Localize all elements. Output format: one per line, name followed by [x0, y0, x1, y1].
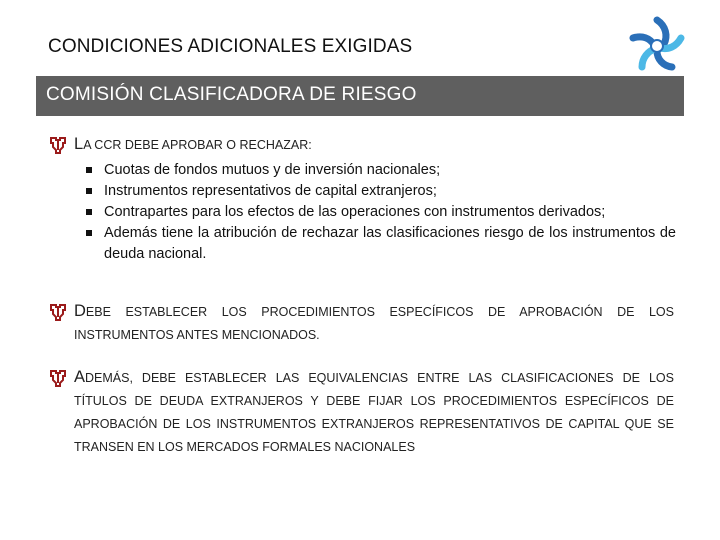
banner	[36, 76, 684, 116]
section-equivalences	[48, 366, 674, 459]
list-item: Además tiene la atribución de rechazar las clasificaciones riesgo de los instrumentos de deuda nacional.	[84, 223, 676, 265]
list-item: Contrapartes para los efectos de las operaciones con instrumentos derivados;	[84, 202, 676, 223]
list-item: Cuotas de fondos mutuos y de inversión nacionales;	[84, 160, 676, 181]
section-text: DEBE ESTABLECER LOS PROCEDIMIENTOS ESPECÍFICOS DE APROBACIÓN DE LOS INSTRUMENTOS ANTES MENCIONADOS.	[74, 302, 674, 342]
square-bullet-icon	[86, 209, 92, 215]
list-item: Instrumentos representativos de capital extranjeros;	[84, 181, 676, 202]
cross-bullet-icon	[48, 302, 68, 322]
banner-text: COMISIÓN CLASIFICADORA DE RIESGO	[46, 84, 417, 105]
section-procedures	[48, 300, 674, 347]
section-text: LA CCR DEBE APROBAR O RECHAZAR:	[74, 135, 312, 153]
square-bullet-icon	[86, 188, 92, 194]
bullet-list	[84, 160, 676, 265]
cross-bullet-icon	[48, 368, 68, 388]
section-text: ADEMÁS, DEBE ESTABLECER LAS EQUIVALENCIAS ENTRE LAS CLASIFICACIONES DE LOS TÍTULOS DE DEUDA EXTRANJEROS Y DEBE FIJAR LOS PROCEDIMIENTOS ESPECÍFICOS DE APROBACIÓN DE LOS INSTRUMENTOS EXTRANJEROS REPRESENTATIVOS DE CAPITAL QUE SE TRANSEN EN LOS MERCADOS FORMALES NACIONALES	[74, 368, 674, 454]
slide-title: CONDICIONES ADICIONALES EXIGIDAS	[48, 36, 413, 57]
square-bullet-icon	[86, 230, 92, 236]
square-bullet-icon	[86, 167, 92, 173]
hands-star-logo-icon	[626, 14, 688, 76]
section-ccr-approval	[48, 133, 674, 157]
cross-bullet-icon	[48, 135, 68, 155]
